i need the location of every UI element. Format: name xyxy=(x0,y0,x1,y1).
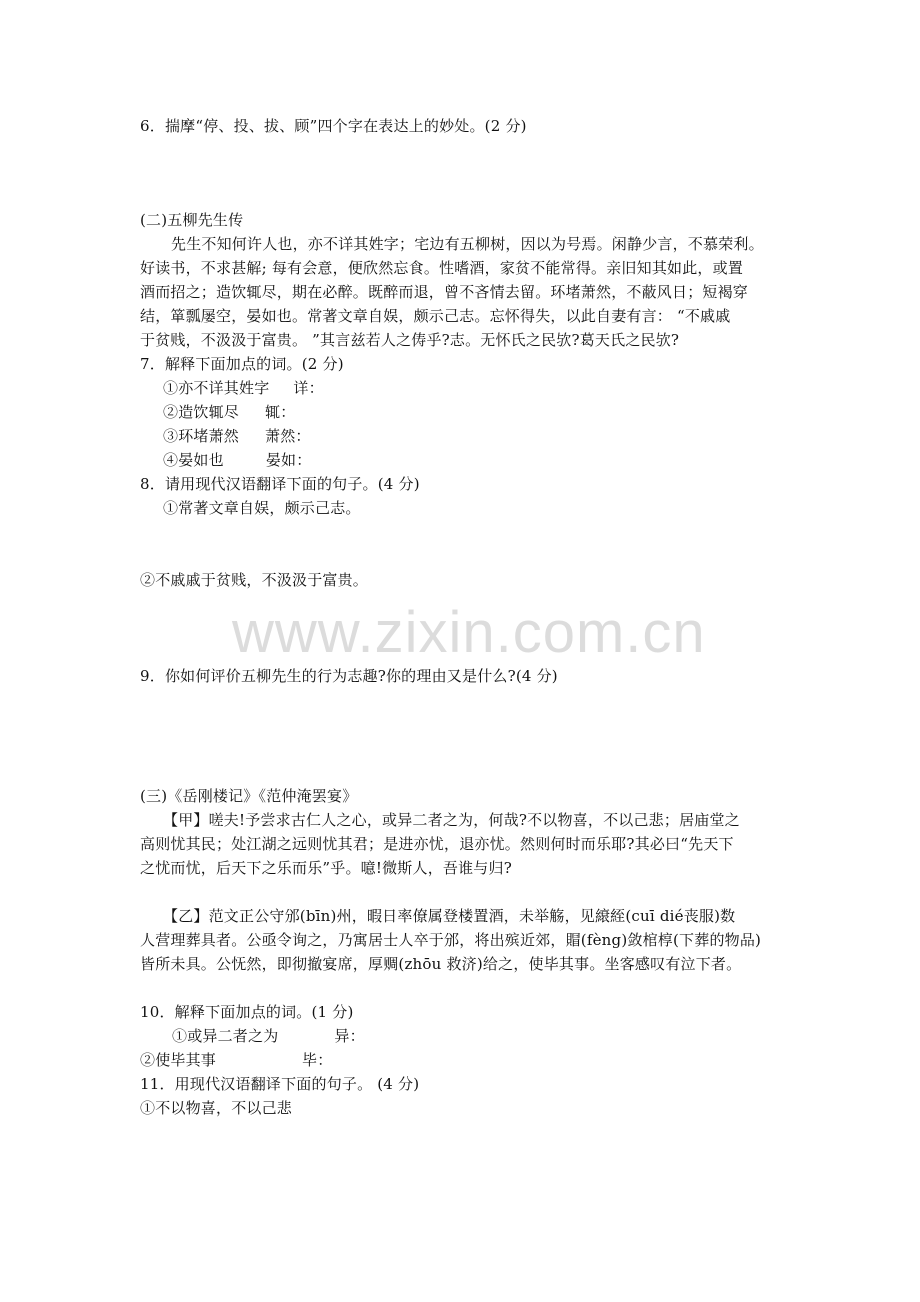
q10-item xyxy=(172,1026,365,1046)
passage-line: 先生不知何许人也，亦不详其姓字；宅边有五柳树，因以为号焉。闲静少言，不慕荣利。 xyxy=(171,235,764,253)
section-2-title: (二)五柳先生传 xyxy=(140,211,244,229)
q7-item xyxy=(163,378,324,398)
question-10-title: 10．解释下面加点的词。(1 分) xyxy=(140,1003,354,1021)
q8-item: ①常著文章自娱，颇示己志。 xyxy=(163,499,361,517)
q7-word: 详： xyxy=(293,379,324,397)
section-3-title: (三)《岳刚楼记》《范仲淹罢宴》 xyxy=(140,787,358,805)
passage-yi-line: 【乙】范文正公守邠(bīn)州，暇日率僚属登楼置酒，未举觞，见縗絰(cuī dié丧服)数 xyxy=(163,907,736,925)
passage-yi-line: 皆所未具。公怃然，即彻撤宴席，厚赒(zhōu 救济)给之，使毕其事。坐客感叹有泣下者。 xyxy=(140,955,742,973)
q11-item: ①不以物喜，不以己悲 xyxy=(140,1099,293,1117)
question-7-title: 7．解释下面加点的词。(2 分) xyxy=(140,355,344,373)
q7-phrase: ③环堵萧然 xyxy=(163,427,240,445)
question-8-title: 8．请用现代汉语翻译下面的句子。(4 分) xyxy=(140,475,420,493)
passage-jia-line: 之忧而忧，后天下之乐而乐”乎。噫!微斯人，吾谁与归? xyxy=(140,859,512,877)
q10-word: 异： xyxy=(334,1027,365,1045)
q7-item xyxy=(163,426,311,446)
q7-item xyxy=(163,402,295,422)
q7-item xyxy=(163,450,311,470)
watermark: www.zixin.com.cn xyxy=(232,600,706,665)
q7-word: 晏如： xyxy=(265,451,312,469)
passage-line: 好读书，不求甚解; 每有会意，便欣然忘食。性嗜酒，家贫不能常得。亲旧知其如此，或置 xyxy=(140,259,744,277)
passage-yi-line: 人营理葬具者。公亟令询之，乃寓居士人卒于邠，将出殡近郊，賵(fèng)敛棺椁(下葬的物品) xyxy=(140,931,762,949)
passage-line: 于贫贱，不汲汲于富贵。 ”其言兹若人之俦乎?志。无怀氏之民欤?葛天氏之民欤? xyxy=(140,331,680,349)
q10-phrase: ①或异二者之为 xyxy=(172,1027,279,1045)
q10-word: 毕： xyxy=(302,1051,333,1069)
q7-phrase: ②造饮辄尽 xyxy=(163,403,240,421)
passage-line: 结，箪瓢屡空，晏如也。常著文章自娱，颇示己志。忘怀得失，以此自妻有言： “不戚戚 xyxy=(140,307,731,325)
q10-item xyxy=(140,1050,332,1070)
question-11-title: 11．用现代汉语翻译下面的句子。 (4 分) xyxy=(140,1075,420,1093)
passage-jia-line: 高则忧其民；处江湖之远则忧其君；是进亦忧，退亦忧。然则何时而乐耶?其必曰“先天下 xyxy=(140,835,734,853)
question-6: 6．揣摩“停、投、拔、顾”四个字在表达上的妙处。(2 分) xyxy=(140,117,527,135)
passage-line: 酒而招之；造饮辄尽，期在必醉。既醉而退，曾不吝情去留。环堵萧然，不蔽风日；短褐穿 xyxy=(140,283,749,301)
question-9: 9．你如何评价五柳先生的行为志趣?你的理由又是什么?(4 分) xyxy=(140,667,558,685)
q7-word: 辄： xyxy=(265,403,296,421)
q7-word: 萧然： xyxy=(265,427,311,445)
q7-phrase: ①亦不详其姓字 xyxy=(163,379,270,397)
passage-jia-line: 【甲】嗟夫!予尝求古仁人之心，或异二者之为，何哉?不以物喜，不以己悲；居庙堂之 xyxy=(163,811,740,829)
q10-phrase: ②使毕其事 xyxy=(140,1051,217,1069)
q7-phrase: ④晏如也 xyxy=(163,451,224,469)
q8-item: ②不戚戚于贫贱，不汲汲于富贵。 xyxy=(140,571,369,589)
